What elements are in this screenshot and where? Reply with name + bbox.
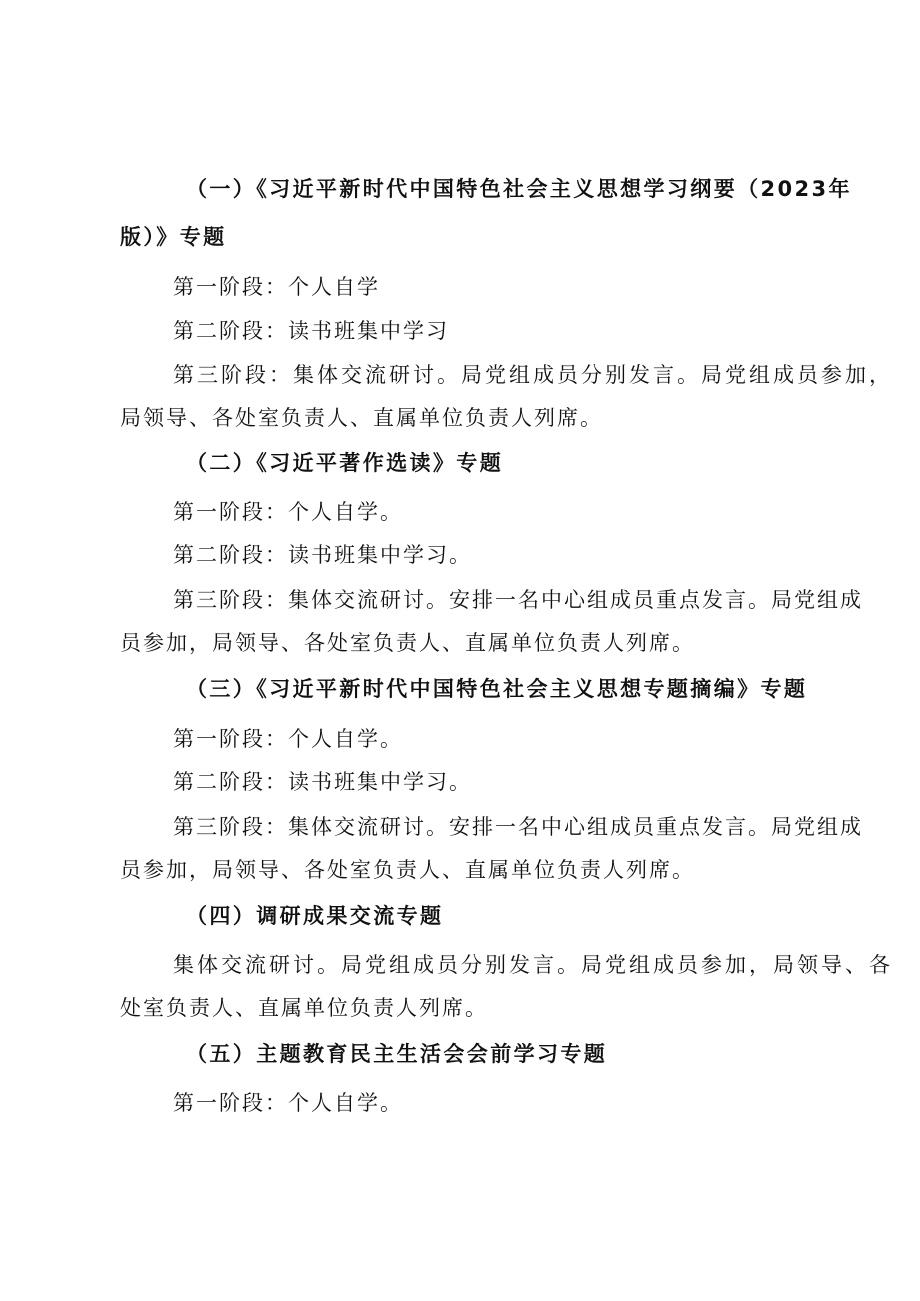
section-2-stage-3-line-1: 第三阶段：集体交流研讨。安排一名中心组成员重点发言。局党组成 [173, 588, 863, 612]
section-1-stage-3-line-1: 第三阶段：集体交流研讨。局党组成员分别发言。局党组成员参加， [173, 363, 893, 387]
section-1-stage-2: 第二阶段：读书班集中学习 [173, 319, 449, 343]
section-1-stage-3-line-2: 局领导、各处室负责人、直属单位负责人列席。 [120, 406, 603, 430]
section-1-heading-line-2: 版）》专题 [120, 225, 227, 249]
section-3-stage-2: 第二阶段：读书班集中学习。 [173, 770, 472, 794]
section-2-heading: （二）《习近平著作选读》专题 [186, 451, 504, 475]
section-4-body-line-2: 处室负责人、直属单位负责人列席。 [120, 996, 488, 1020]
section-2-stage-1: 第一阶段：个人自学。 [173, 500, 403, 524]
section-2-stage-2: 第二阶段：读书班集中学习。 [173, 543, 472, 567]
section-5-stage-1: 第一阶段：个人自学。 [173, 1091, 403, 1115]
section-3-heading: （三）《习近平新时代中国特色社会主义思想专题摘编》专题 [186, 677, 808, 701]
section-4-heading: （四）调研成果交流专题 [186, 904, 444, 928]
section-3-stage-3-line-1: 第三阶段：集体交流研讨。安排一名中心组成员重点发言。局党组成 [173, 815, 863, 839]
section-4-body-line-1: 集体交流研讨。局党组成员分别发言。局党组成员参加，局领导、各 [173, 953, 893, 977]
section-1-heading-line-1: （一）《习近平新时代中国特色社会主义思想学习纲要（2023年 [186, 177, 852, 201]
section-1-stage-1: 第一阶段：个人自学 [173, 275, 380, 299]
section-5-heading: （五）主题教育民主生活会会前学习专题 [186, 1042, 608, 1066]
section-3-stage-1: 第一阶段：个人自学。 [173, 727, 403, 751]
section-3-stage-3-line-2: 员参加，局领导、各处室负责人、直属单位负责人列席。 [120, 858, 695, 882]
section-2-stage-3-line-2: 员参加，局领导、各处室负责人、直属单位负责人列席。 [120, 631, 695, 655]
